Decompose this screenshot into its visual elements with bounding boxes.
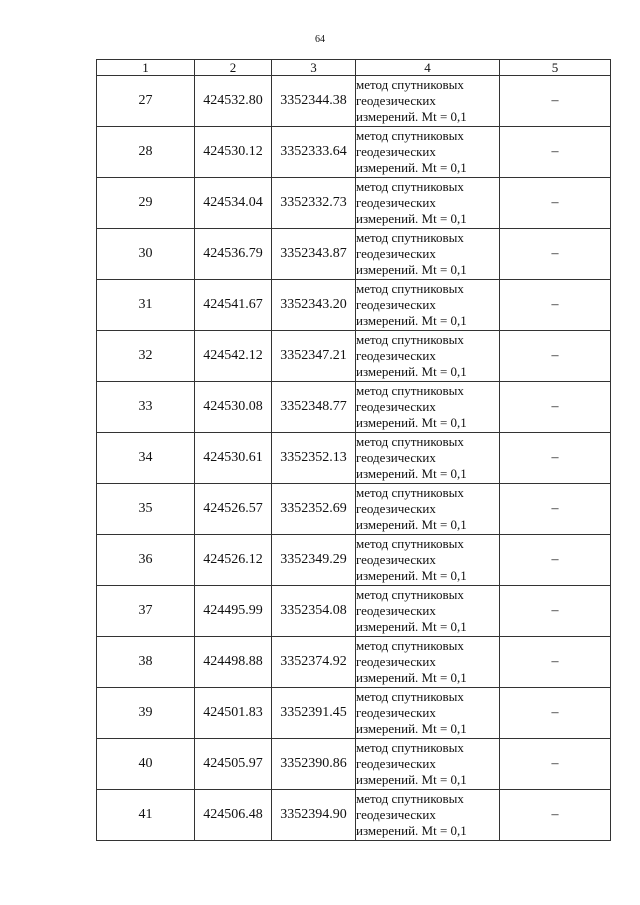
x-coordinate-cell: 424536.79 [195, 229, 272, 280]
page-number: 64 [315, 34, 325, 45]
point-number-cell: 41 [97, 790, 195, 841]
method-line: геодезических [356, 144, 436, 159]
method-line: метод спутниковых [356, 485, 464, 500]
method-line: метод спутниковых [356, 281, 464, 296]
table-row [97, 382, 611, 433]
x-coordinate-cell: 424498.88 [195, 637, 272, 688]
column-header: 3 [272, 60, 356, 76]
note-cell: – [500, 790, 611, 841]
method-line: метод спутниковых [356, 383, 464, 398]
method-line: измерений. Mt = 0,1 [356, 772, 467, 787]
column-header: 4 [356, 60, 500, 76]
x-coordinate-cell: 424534.04 [195, 178, 272, 229]
method-line: геодезических [356, 246, 436, 261]
method-cell [356, 331, 500, 382]
column-header: 2 [195, 60, 272, 76]
method-line: геодезических [356, 501, 436, 516]
method-cell [356, 739, 500, 790]
point-number-cell: 29 [97, 178, 195, 229]
method-line: геодезических [356, 654, 436, 669]
note-cell: – [500, 739, 611, 790]
method-line: измерений. Mt = 0,1 [356, 670, 467, 685]
method-line: измерений. Mt = 0,1 [356, 721, 467, 736]
method-line: геодезических [356, 552, 436, 567]
table-row [97, 586, 611, 637]
method-line: геодезических [356, 450, 436, 465]
point-number-cell: 37 [97, 586, 195, 637]
method-line: геодезических [356, 297, 436, 312]
method-line: метод спутниковых [356, 638, 464, 653]
x-coordinate-cell: 424526.57 [195, 484, 272, 535]
y-coordinate-cell: 3352333.64 [272, 127, 356, 178]
table-row [97, 127, 611, 178]
method-line: измерений. Mt = 0,1 [356, 517, 467, 532]
note-cell: – [500, 637, 611, 688]
y-coordinate-cell: 3352332.73 [272, 178, 356, 229]
table-row [97, 739, 611, 790]
y-coordinate-cell: 3352374.92 [272, 637, 356, 688]
method-cell [356, 229, 500, 280]
x-coordinate-cell: 424532.80 [195, 76, 272, 127]
method-line: измерений. Mt = 0,1 [356, 364, 467, 379]
note-cell: – [500, 484, 611, 535]
table-row [97, 535, 611, 586]
method-line: метод спутниковых [356, 689, 464, 704]
method-cell [356, 484, 500, 535]
method-line: метод спутниковых [356, 332, 464, 347]
note-cell: – [500, 433, 611, 484]
method-line: измерений. Mt = 0,1 [356, 823, 467, 838]
method-cell [356, 790, 500, 841]
method-cell [356, 433, 500, 484]
table-row [97, 433, 611, 484]
method-cell [356, 637, 500, 688]
coordinates-table [96, 59, 611, 841]
y-coordinate-cell: 3352390.86 [272, 739, 356, 790]
table-header-row [97, 60, 611, 76]
method-line: геодезических [356, 603, 436, 618]
x-coordinate-cell: 424495.99 [195, 586, 272, 637]
y-coordinate-cell: 3352391.45 [272, 688, 356, 739]
method-cell [356, 688, 500, 739]
method-cell [356, 382, 500, 433]
note-cell: – [500, 178, 611, 229]
method-line: геодезических [356, 399, 436, 414]
method-line: измерений. Mt = 0,1 [356, 262, 467, 277]
x-coordinate-cell: 424530.08 [195, 382, 272, 433]
method-line: геодезических [356, 195, 436, 210]
table-row [97, 229, 611, 280]
table-row [97, 178, 611, 229]
y-coordinate-cell: 3352343.87 [272, 229, 356, 280]
method-line: метод спутниковых [356, 434, 464, 449]
method-line: метод спутниковых [356, 77, 464, 92]
method-cell [356, 535, 500, 586]
point-number-cell: 38 [97, 637, 195, 688]
table-row [97, 484, 611, 535]
point-number-cell: 40 [97, 739, 195, 790]
point-number-cell: 36 [97, 535, 195, 586]
y-coordinate-cell: 3352394.90 [272, 790, 356, 841]
point-number-cell: 31 [97, 280, 195, 331]
method-line: геодезических [356, 807, 436, 822]
method-line: метод спутниковых [356, 740, 464, 755]
method-cell [356, 586, 500, 637]
method-cell [356, 76, 500, 127]
method-cell [356, 127, 500, 178]
note-cell: – [500, 688, 611, 739]
point-number-cell: 33 [97, 382, 195, 433]
method-line: геодезических [356, 756, 436, 771]
point-number-cell: 30 [97, 229, 195, 280]
note-cell: – [500, 229, 611, 280]
note-cell: – [500, 535, 611, 586]
method-line: метод спутниковых [356, 230, 464, 245]
point-number-cell: 39 [97, 688, 195, 739]
x-coordinate-cell: 424501.83 [195, 688, 272, 739]
method-line: метод спутниковых [356, 128, 464, 143]
x-coordinate-cell: 424505.97 [195, 739, 272, 790]
column-header: 5 [500, 60, 611, 76]
x-coordinate-cell: 424530.61 [195, 433, 272, 484]
method-line: измерений. Mt = 0,1 [356, 568, 467, 583]
table-row [97, 280, 611, 331]
x-coordinate-cell: 424530.12 [195, 127, 272, 178]
y-coordinate-cell: 3352344.38 [272, 76, 356, 127]
column-header: 1 [97, 60, 195, 76]
method-line: геодезических [356, 348, 436, 363]
table-row [97, 790, 611, 841]
y-coordinate-cell: 3352352.13 [272, 433, 356, 484]
method-cell [356, 178, 500, 229]
table-row [97, 637, 611, 688]
x-coordinate-cell: 424542.12 [195, 331, 272, 382]
table-row [97, 331, 611, 382]
method-line: измерений. Mt = 0,1 [356, 619, 467, 634]
method-line: геодезических [356, 705, 436, 720]
y-coordinate-cell: 3352347.21 [272, 331, 356, 382]
method-line: измерений. Mt = 0,1 [356, 160, 467, 175]
point-number-cell: 34 [97, 433, 195, 484]
method-line: метод спутниковых [356, 179, 464, 194]
note-cell: – [500, 127, 611, 178]
method-line: метод спутниковых [356, 791, 464, 806]
note-cell: – [500, 586, 611, 637]
method-line: измерений. Mt = 0,1 [356, 415, 467, 430]
method-line: измерений. Mt = 0,1 [356, 109, 467, 124]
method-cell [356, 280, 500, 331]
point-number-cell: 27 [97, 76, 195, 127]
note-cell: – [500, 76, 611, 127]
x-coordinate-cell: 424506.48 [195, 790, 272, 841]
point-number-cell: 35 [97, 484, 195, 535]
x-coordinate-cell: 424526.12 [195, 535, 272, 586]
method-line: метод спутниковых [356, 536, 464, 551]
method-line: измерений. Mt = 0,1 [356, 466, 467, 481]
method-line: измерений. Mt = 0,1 [356, 313, 467, 328]
table-row [97, 76, 611, 127]
y-coordinate-cell: 3352348.77 [272, 382, 356, 433]
y-coordinate-cell: 3352343.20 [272, 280, 356, 331]
y-coordinate-cell: 3352349.29 [272, 535, 356, 586]
note-cell: – [500, 382, 611, 433]
point-number-cell: 28 [97, 127, 195, 178]
y-coordinate-cell: 3352352.69 [272, 484, 356, 535]
method-line: геодезических [356, 93, 436, 108]
method-line: метод спутниковых [356, 587, 464, 602]
table-row [97, 688, 611, 739]
note-cell: – [500, 280, 611, 331]
point-number-cell: 32 [97, 331, 195, 382]
x-coordinate-cell: 424541.67 [195, 280, 272, 331]
method-line: измерений. Mt = 0,1 [356, 211, 467, 226]
y-coordinate-cell: 3352354.08 [272, 586, 356, 637]
note-cell: – [500, 331, 611, 382]
